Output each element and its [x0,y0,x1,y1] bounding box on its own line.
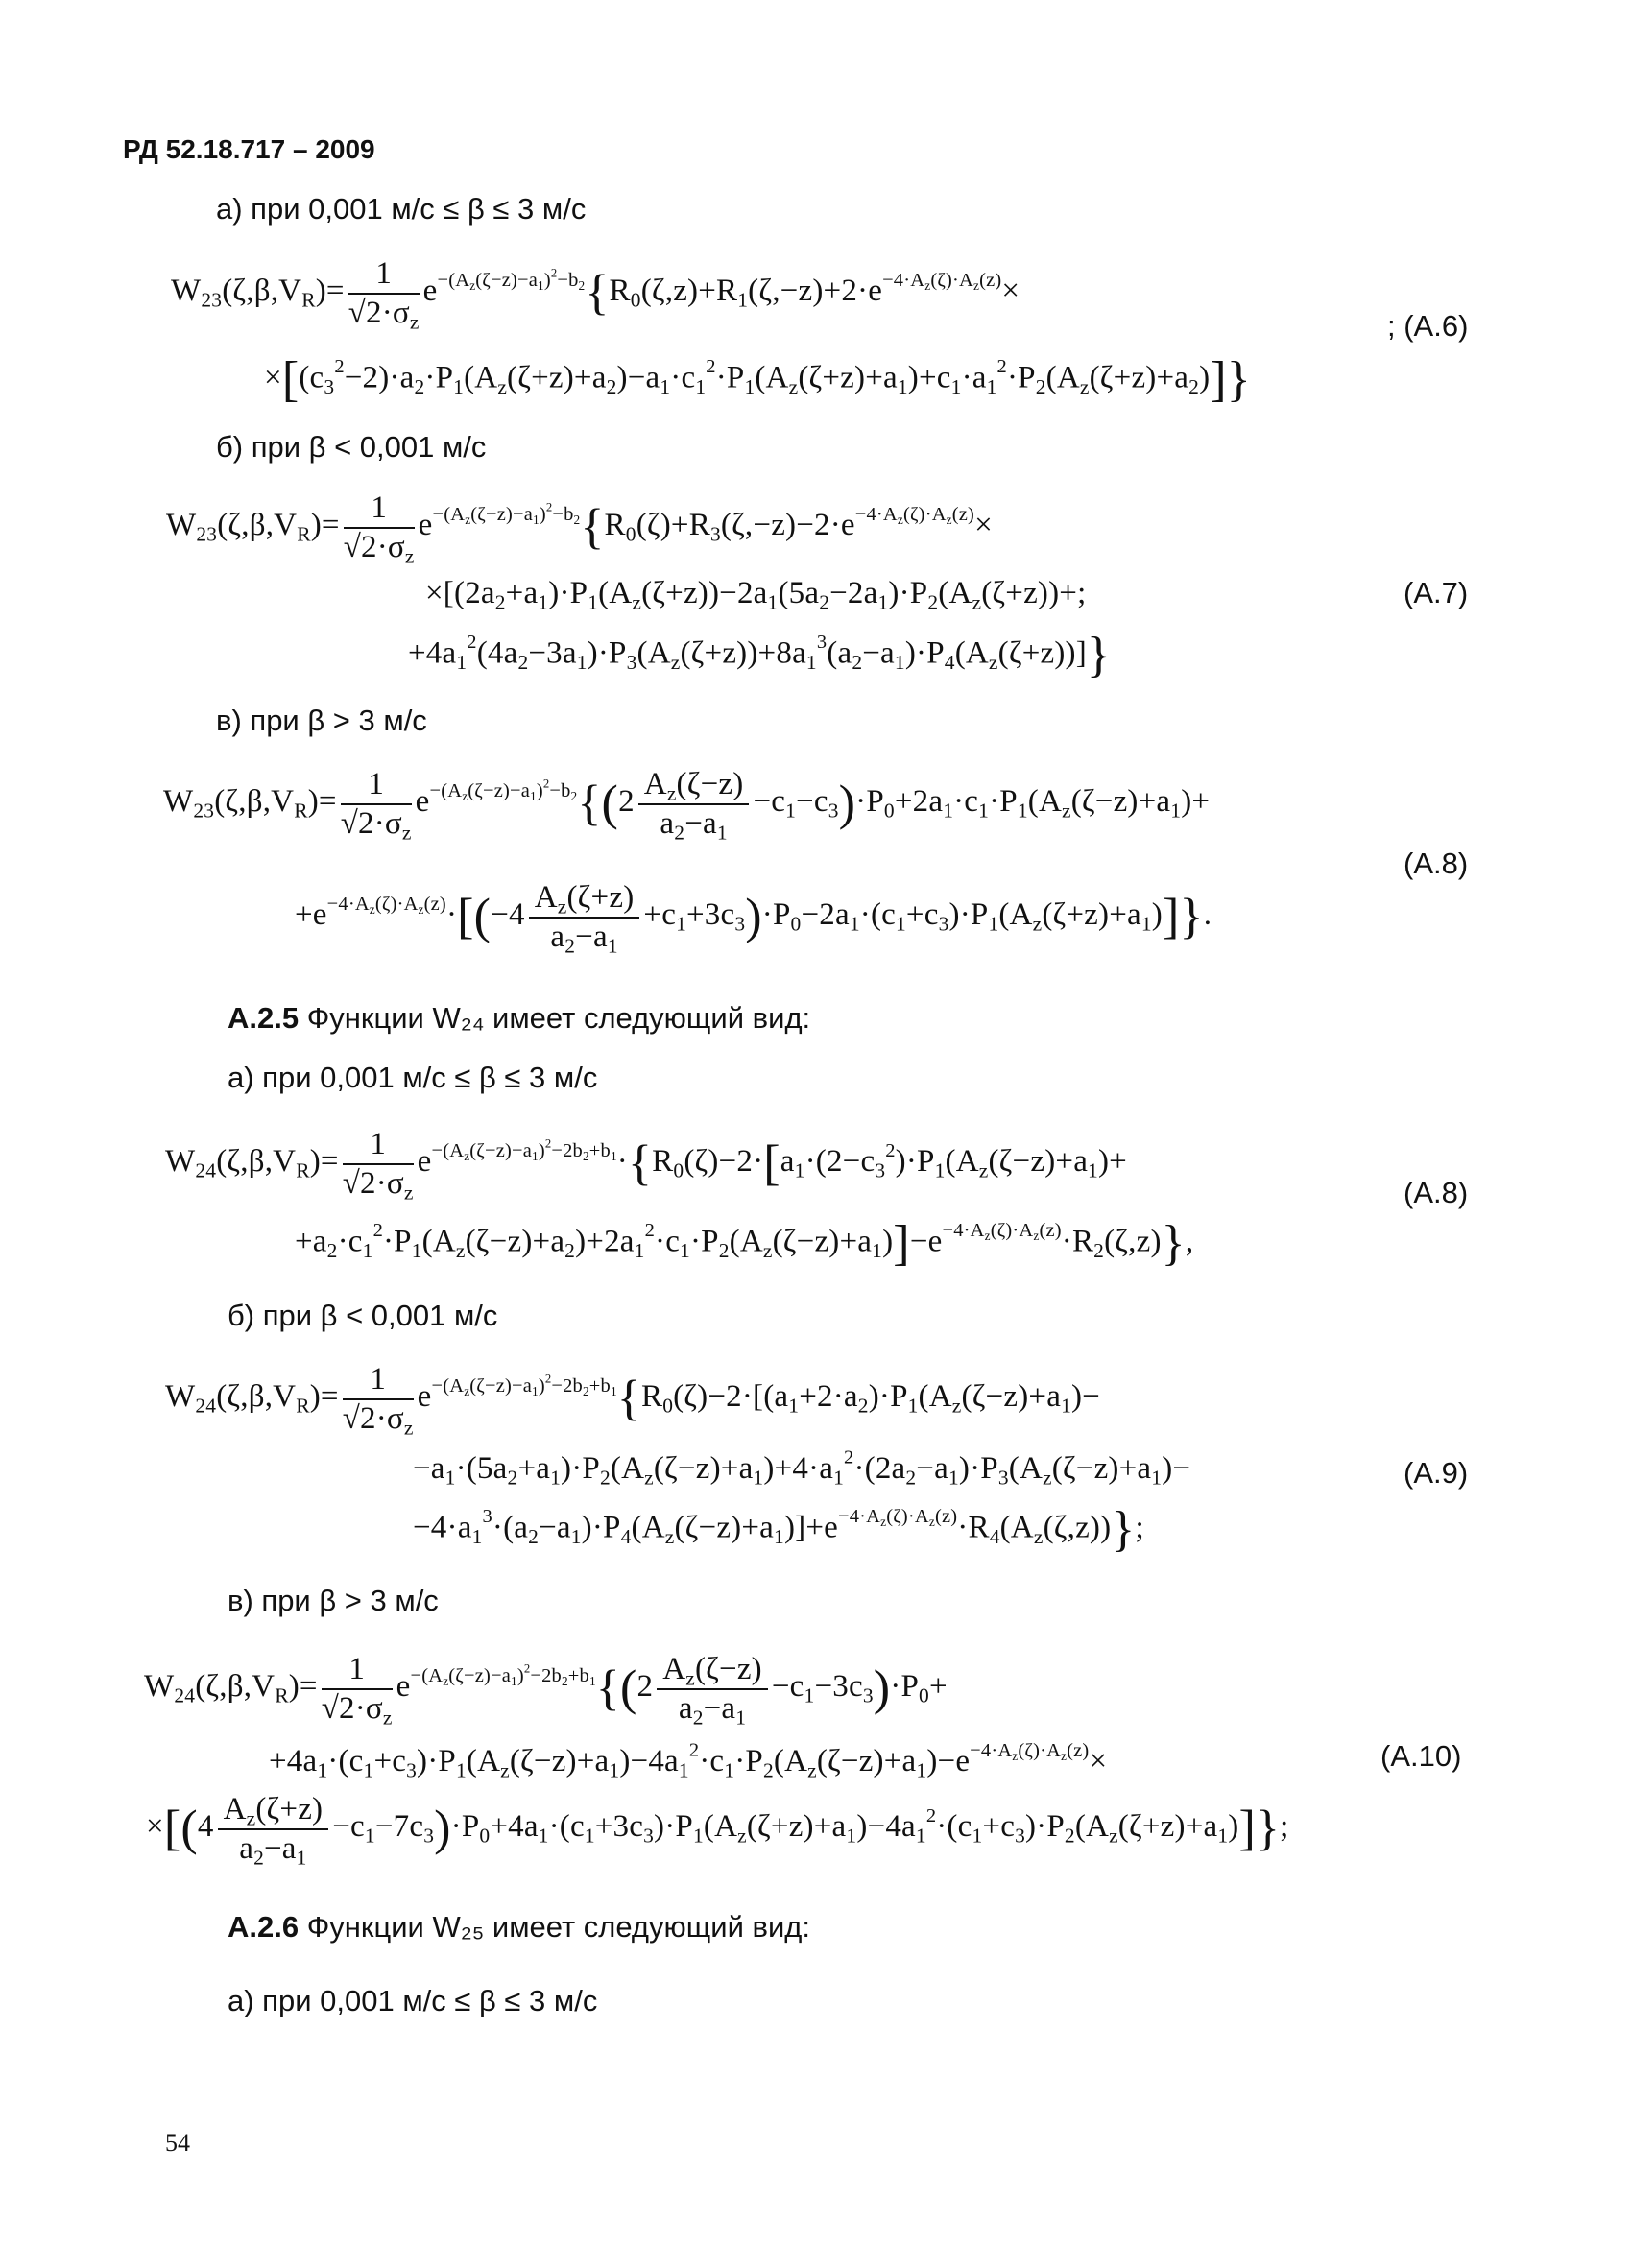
equation-a7-line1: $W_{23}(\zeta,\beta,V_R)=$ $\frac{1}{√2\cdot\sigma_z}$ $e^{-(A_z(\zeta-z)-a_1)^2-b_2}\{R_0(\zeta)+R_3(\zeta,-z)-2\cdot e^{-4\cdot A_z(\zeta)\cdot A_z(z)}\times$ [166,490,993,568]
section-a26-number: А.2.6 [228,1910,300,1944]
case-a-label-2: а) при 0,001 м/с ≤ β ≤ 3 м/с [228,1061,598,1094]
case-c-label-2: в) при β > 3 м/с [228,1584,439,1617]
case-a-label: а) при 0,001 м/с ≤ β ≤ 3 м/с [216,192,587,226]
equation-a9-line1: $W_{24}(\zeta,\beta,V_R)=$ $\frac{1}{√2\cdot\sigma_z}$ $e^{-(A_z(\zeta-z)-a_1)^2-2b_2+b_1}\{R_0(\zeta)-2\cdot[(a_1+2\cdot a_2)\cdot P_1(A_z(\zeta-z)+a_1)-$ [165,1362,1100,1440]
equation-a10-line2: $+4a_1\cdot(c_1+c_3)\cdot P_1(A_z(\zeta-z)+a_1)-4a_1^2\cdot c_1\cdot P_2(A_z(\zeta-z)+a_1)-e^{-4\cdot A_z(\zeta)\cdot A_z(z)}\times$ [269,1739,1108,1782]
equation-a9-number: (А.9) [1404,1456,1469,1490]
equation-a7-line3: $+4a_1^2(4a_2-3a_1)\cdot P_3(A_z(\zeta+z))+8a_1^3(a_2-a_1)\cdot P_4(A_z(\zeta+z))$]} [408,628,1112,682]
equation-a6-number: ; (А.6) [1387,309,1469,343]
section-a25-number: А.2.5 [228,1001,300,1035]
section-a25-heading [228,1001,810,1036]
equation-a8b-number: (А.8) [1404,1176,1469,1209]
equation-a8-line1: $W_{23}(\zeta,\beta,V_R)=$ $\frac{1}{√2\cdot\sigma_z}$ $e^{-(A_z(\zeta-z)-a_1)^2-b_2}\{(2$ $\frac{A_z(\zeta-z)}{a_2-a_1}$ $-c_1-c_3)\cdot P_0+2a_1\cdot c_1\cdot P_1(A_z(\zeta-z)+a_1)+$ [163,767,1211,845]
case-b-label-2: б) при β < 0,001 м/с [228,1299,498,1332]
equation-a10-line3: ×[(4 $\frac{A_z(\zeta+z)}{a_2-a_1}$ $-c_1-7c_3)\cdot P_0+4a_1\cdot(c_1+3c_3)\cdot P_1(A_z(\zeta+z)+a_1)-4a_1^2\cdot(c_1+c_3)\cdot P_2(A_z(\zeta+z)+a_1)$]}; [146,1792,1289,1870]
document-header: РД 52.18.717 – 2009 [123,134,375,164]
equation-a10-line1: $W_{24}(\zeta,\beta,V_R)=$ $\frac{1}{√2\cdot\sigma_z}$ $e^{-(A_z(\zeta-z)-a_1)^2-2b_2+b_1}\{(2$ $\frac{A_z(\zeta-z)}{a_2-a_1}$ $-c_1-3c_3)\cdot P_0+$ [144,1652,948,1730]
equation-a6-line1: $W_{23}(\zeta,\beta,V_R)=$ $\frac{1}{√2\cdot\sigma_z}$ $e^{-(A_z(\zeta-z)-a_1)^2-b_2}\{R_0(\zeta,z)+R_1(\zeta,-z)+2\cdot e^{-4\cdot A_z(\zeta)\cdot A_z(z)}\times$ [171,256,1020,334]
equation-a8b-line1: $W_{24}(\zeta,\beta,V_R)=$ $\frac{1}{√2\cdot\sigma_z}$ $e^{-(A_z(\zeta-z)-a_1)^2-2b_2+b_1}\cdot\{R_0(\zeta)-2\cdot[a_1\cdot(2-c_3^2)\cdot P_1(A_z(\zeta-z)+a_1)+$ [165,1127,1127,1205]
equation-a6-line2: $\times[(c_3^2-2)\cdot a_2\cdot P_1(A_z(\zeta+z)+a_2)-a_1\cdot c_1^2\cdot P_1(A_z(\zeta+z)+a_1)+c_1\cdot a_1^2\cdot P_2(A_z(\zeta+z)+a_2)]$} [264,352,1251,407]
equation-a7-number: (А.7) [1404,576,1469,609]
page-number: 54 [165,2129,190,2157]
equation-a10-number: (А.10) [1380,1739,1462,1773]
equation-a8b-line2: $+a_2\cdot c_1^2\cdot P_1(A_z(\zeta-z)+a_2)+2a_1^2\cdot c_1\cdot P_2(A_z(\zeta-z)+a_1)]-e^{-4\cdot A_z(\zeta)\cdot A_z(z)}\cdot R_2(\zeta,z)$}, [295,1216,1194,1271]
equation-a9-line3: $-4\cdot a_1^3\cdot(a_2-a_1)\cdot P_4(A_z(\zeta-z)+a_1)]+e^{-4\cdot A_z(\zeta)\cdot A_z(z)}\cdot R_4(A_z(\zeta,z))$}; [413,1502,1144,1557]
section-a26-heading [228,1910,810,1945]
equation-a9-line2: $-a_1\cdot(5a_2+a_1)\cdot P_2(A_z(\zeta-z)+a_1)+4\cdot a_1^2\cdot(2a_2-a_1)\cdot P_3(A_z(\zeta-z)+a_1)-$ [413,1446,1191,1490]
case-c-label: в) при β > 3 м/с [216,704,427,737]
equation-a8-number: (А.8) [1404,847,1469,880]
case-a-label-3: а) при 0,001 м/с ≤ β ≤ 3 м/с [228,1984,598,2017]
equation-a8-line2: $+e^{-4\cdot A_z(\zeta)\cdot A_z(z)}\cdot[(-4$ $\frac{A_z(\zeta+z)}{a_2-a_1}$ $+c_1+3c_3)\cdot P_0-2a_1\cdot(c_1+c_3)\cdot P_1(A_z(\zeta+z)+a_1)$]}. [295,880,1212,958]
case-b-label: б) при β < 0,001 м/с [216,430,487,464]
equation-a7-line2: $\times[(2a_2+a_1)\cdot P_1(A_z(\zeta+z))-2a_1(5a_2-2a_1)\cdot P_2(A_z(\zeta+z))+$; [425,576,1087,614]
section-a26-text: Функции W₂₅ имеет следующий вид: [306,1910,810,1944]
section-a25-text: Функции W₂₄ имеет следующий вид: [306,1001,811,1035]
